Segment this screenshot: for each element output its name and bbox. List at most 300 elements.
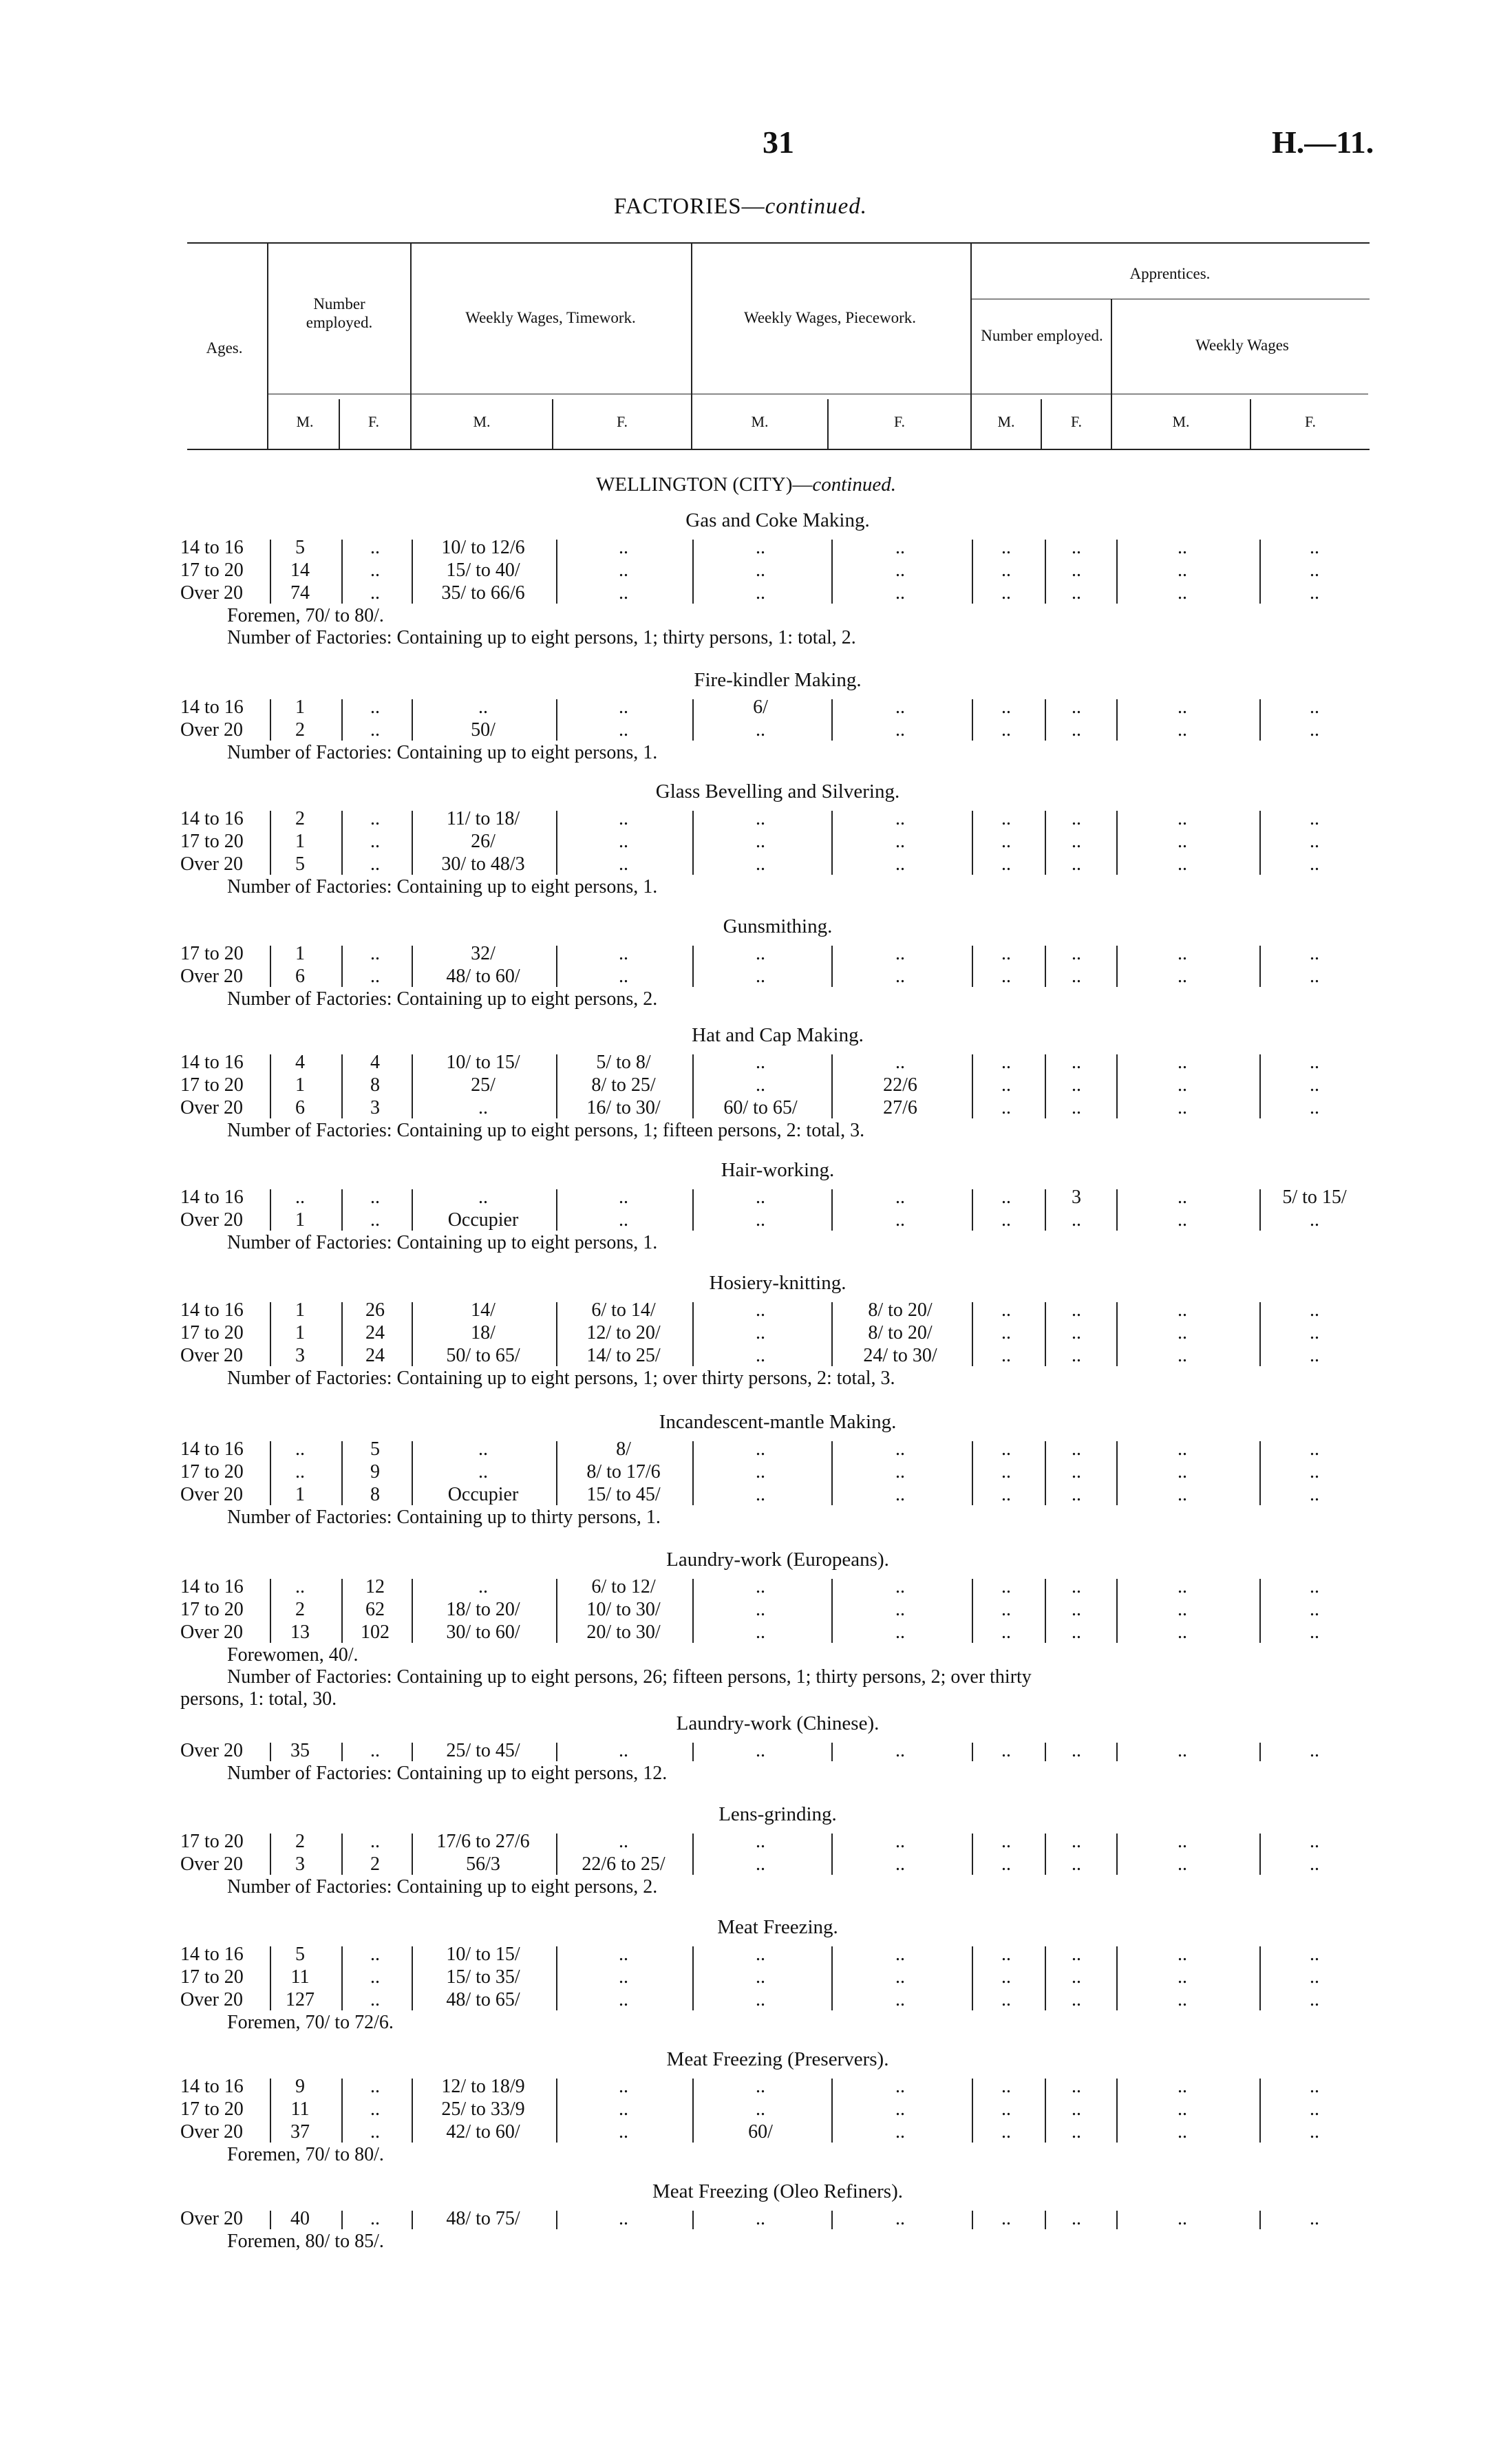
cell-timework-f: 5/ to 8/ xyxy=(596,1052,651,1073)
column-rule xyxy=(692,2079,694,2143)
cell-app-wages-f: .. xyxy=(1310,1322,1319,1343)
table-row xyxy=(0,582,1512,605)
table-row xyxy=(0,853,1512,876)
cell-piecework-f: .. xyxy=(895,1576,905,1597)
cell-app-number-f: .. xyxy=(1072,1831,1081,1852)
cell-app-number-m: .. xyxy=(1001,1576,1011,1597)
cell-app-number-m: .. xyxy=(1001,1322,1011,1343)
cell-app-number-m: .. xyxy=(1001,1345,1011,1366)
cell-app-number-m: .. xyxy=(1001,1740,1011,1761)
cell-app-wages-m: .. xyxy=(1178,808,1187,829)
table-row xyxy=(0,560,1512,582)
cell-piecework-f: .. xyxy=(895,1461,905,1482)
page-title-main: FACTORIES— xyxy=(614,194,765,219)
column-rule xyxy=(1116,540,1118,604)
cell-piecework-f: 8/ to 20/ xyxy=(868,1322,933,1343)
table-row xyxy=(0,1299,1512,1322)
cell-number-m: 74 xyxy=(290,582,310,604)
cell-app-number-m: .. xyxy=(1001,1484,1011,1505)
cell-app-number-m: .. xyxy=(1001,560,1011,581)
cell-app-wages-f: .. xyxy=(1310,853,1319,875)
cell-app-number-m: .. xyxy=(1001,582,1011,604)
cell-app-wages-f: .. xyxy=(1310,1097,1319,1118)
cell-age: Over 20 xyxy=(180,853,243,875)
column-rule xyxy=(1116,2211,1118,2229)
table-row xyxy=(0,1740,1512,1763)
cell-app-number-m: .. xyxy=(1001,831,1011,852)
cell-age: Over 20 xyxy=(180,1209,243,1231)
table-row xyxy=(0,719,1512,742)
cell-piecework-m: .. xyxy=(756,582,765,604)
column-rule xyxy=(692,1189,694,1231)
cell-app-wages-m: .. xyxy=(1178,1461,1187,1482)
cell-number-m: 1 xyxy=(295,1322,305,1343)
cell-number-m: 3 xyxy=(295,1345,305,1366)
cell-app-number-f: .. xyxy=(1072,1989,1081,2010)
table-row xyxy=(0,537,1512,560)
cell-age: Over 20 xyxy=(180,2208,243,2229)
cell-app-number-f: .. xyxy=(1072,1209,1081,1231)
cell-app-wages-m: .. xyxy=(1178,1966,1187,1988)
cell-timework-f: .. xyxy=(619,719,628,741)
cell-number-m: 6 xyxy=(295,966,305,987)
cell-piecework-f: .. xyxy=(895,831,905,852)
header-f: F. xyxy=(1071,413,1082,430)
cell-app-number-m: .. xyxy=(1001,1599,1011,1620)
column-rule xyxy=(1045,946,1046,987)
cell-number-f: .. xyxy=(370,537,380,558)
cell-timework-f: 6/ to 12/ xyxy=(591,1576,656,1597)
column-rule xyxy=(1116,1189,1118,1231)
cell-app-wages-m: .. xyxy=(1178,1831,1187,1852)
cell-number-f: .. xyxy=(370,853,380,875)
cell-number-m: 6 xyxy=(295,1097,305,1118)
cell-app-wages-m: .. xyxy=(1178,2076,1187,2097)
header-divider xyxy=(1250,399,1251,449)
column-rule xyxy=(1045,1441,1046,1505)
cell-app-number-f: .. xyxy=(1072,1599,1081,1620)
cell-app-wages-f: .. xyxy=(1310,1944,1319,1965)
cell-piecework-f: .. xyxy=(895,1622,905,1643)
cell-number-m: 13 xyxy=(290,1622,310,1643)
cell-number-f: .. xyxy=(370,2121,380,2143)
cell-app-wages-m: .. xyxy=(1178,2098,1187,2120)
cell-age: 14 to 16 xyxy=(180,808,244,829)
cell-number-m: .. xyxy=(295,1461,305,1482)
cell-app-number-f: 3 xyxy=(1072,1187,1081,1208)
cell-number-m: .. xyxy=(295,1576,305,1597)
cell-number-f: .. xyxy=(370,1989,380,2010)
cell-app-number-f: .. xyxy=(1072,1052,1081,1073)
cell-app-wages-f: .. xyxy=(1310,808,1319,829)
cell-app-number-f: .. xyxy=(1072,853,1081,875)
column-rule xyxy=(692,1579,694,1643)
column-rule xyxy=(1045,2211,1046,2229)
cell-piecework-f: .. xyxy=(895,2121,905,2143)
section-heading: Meat Freezing (Oleo Refiners). xyxy=(652,2180,903,2202)
column-rule xyxy=(1116,1579,1118,1643)
cell-app-number-m: .. xyxy=(1001,1052,1011,1073)
cell-number-m: 5 xyxy=(295,853,305,875)
cell-app-wages-m: .. xyxy=(1178,1074,1187,1096)
table-row xyxy=(0,1097,1512,1120)
region-heading-italic: continued. xyxy=(812,474,896,496)
column-rule xyxy=(341,1441,343,1505)
section-heading: Meat Freezing. xyxy=(717,1916,838,1938)
column-rule xyxy=(972,811,973,875)
column-rule xyxy=(270,1054,271,1118)
cell-app-number-f: .. xyxy=(1072,719,1081,741)
cell-piecework-m: .. xyxy=(756,1209,765,1231)
cell-timework-f: 12/ to 20/ xyxy=(586,1322,661,1343)
cell-app-number-f: .. xyxy=(1072,966,1081,987)
cell-timework-f: 16/ to 30/ xyxy=(586,1097,661,1118)
table-row xyxy=(0,2098,1512,2121)
cell-app-wages-f: .. xyxy=(1310,1299,1319,1321)
cell-app-wages-m: .. xyxy=(1178,1989,1187,2010)
cell-piecework-m: .. xyxy=(756,560,765,581)
column-rule xyxy=(1116,1743,1118,1761)
cell-timework-m: 15/ to 35/ xyxy=(446,1966,520,1988)
cell-age: 17 to 20 xyxy=(180,1461,244,1482)
cell-number-m: 1 xyxy=(295,1074,305,1096)
column-rule xyxy=(972,2211,973,2229)
cell-piecework-f: .. xyxy=(895,1484,905,1505)
column-rule xyxy=(692,2211,694,2229)
column-rule xyxy=(341,2211,343,2229)
cell-app-wages-m: .. xyxy=(1178,1484,1187,1505)
cell-age: 14 to 16 xyxy=(180,1052,244,1073)
column-rule xyxy=(1045,1302,1046,1366)
cell-app-number-f: .. xyxy=(1072,1484,1081,1505)
cell-timework-f: 6/ to 14/ xyxy=(591,1299,656,1321)
cell-number-f: .. xyxy=(370,582,380,604)
header-number-employed: Number employed. xyxy=(306,295,373,331)
cell-timework-f: 15/ to 45/ xyxy=(586,1484,661,1505)
cell-age: 17 to 20 xyxy=(180,560,244,581)
column-rule xyxy=(1116,946,1118,987)
cell-timework-m: 18/ xyxy=(471,1322,496,1343)
column-rule xyxy=(270,1946,271,2010)
column-rule xyxy=(412,1189,413,1231)
cell-app-number-m: .. xyxy=(1001,1831,1011,1852)
column-rule xyxy=(412,1579,413,1643)
cell-app-wages-m: .. xyxy=(1178,1438,1187,1460)
cell-piecework-m: 60/ xyxy=(748,2121,773,2143)
cell-timework-f: .. xyxy=(619,1989,628,2010)
cell-timework-f: .. xyxy=(619,2098,628,2120)
column-rule xyxy=(831,699,833,741)
cell-number-f: 5 xyxy=(370,1438,380,1460)
cell-number-f: .. xyxy=(370,2076,380,2097)
cell-piecework-f: 27/6 xyxy=(883,1097,917,1118)
table-row xyxy=(0,2208,1512,2231)
cell-timework-f: .. xyxy=(619,1831,628,1852)
column-rule xyxy=(341,1834,343,1875)
column-rule xyxy=(1116,1834,1118,1875)
cell-timework-f: .. xyxy=(619,582,628,604)
column-rule xyxy=(341,2079,343,2143)
cell-app-number-f: .. xyxy=(1072,943,1081,964)
column-rule xyxy=(831,946,833,987)
column-rule xyxy=(831,1054,833,1118)
cell-number-m: 2 xyxy=(295,1599,305,1620)
column-rule xyxy=(556,1743,557,1761)
column-rule xyxy=(341,1743,343,1761)
column-rule xyxy=(972,540,973,604)
region-heading xyxy=(596,474,896,496)
table-row xyxy=(0,1599,1512,1622)
column-rule xyxy=(1116,699,1118,741)
column-rule xyxy=(972,1302,973,1366)
column-rule xyxy=(556,1834,557,1875)
cell-app-number-m: .. xyxy=(1001,1853,1011,1875)
cell-timework-f: 8/ to 25/ xyxy=(591,1074,656,1096)
cell-number-m: 1 xyxy=(295,1484,305,1505)
column-rule xyxy=(556,1054,557,1118)
column-rule xyxy=(1259,946,1261,987)
cell-app-number-f: .. xyxy=(1072,1461,1081,1482)
section-note: Number of Factories: Containing up to eight persons, 12. xyxy=(227,1763,668,1784)
cell-number-f: 62 xyxy=(365,1599,385,1620)
column-rule xyxy=(412,1834,413,1875)
cell-app-number-m: .. xyxy=(1001,1097,1011,1118)
cell-timework-f: .. xyxy=(619,1966,628,1988)
column-rule xyxy=(270,2211,271,2229)
cell-age: Over 20 xyxy=(180,1622,243,1643)
column-rule xyxy=(831,2079,833,2143)
column-rule xyxy=(1116,1441,1118,1505)
cell-number-m: 1 xyxy=(295,831,305,852)
cell-piecework-m: .. xyxy=(756,1599,765,1620)
cell-age: 17 to 20 xyxy=(180,831,244,852)
cell-app-number-f: .. xyxy=(1072,1299,1081,1321)
cell-number-f: .. xyxy=(370,719,380,741)
column-rule xyxy=(412,1946,413,2010)
cell-app-number-f: .. xyxy=(1072,560,1081,581)
cell-app-number-m: .. xyxy=(1001,719,1011,741)
cell-age: 17 to 20 xyxy=(180,1074,244,1096)
section-note: Foremen, 80/ to 85/. xyxy=(227,2231,384,2252)
cell-app-number-m: .. xyxy=(1001,1622,1011,1643)
cell-age: 14 to 16 xyxy=(180,1944,244,1965)
column-rule xyxy=(412,1743,413,1761)
cell-timework-m: 10/ to 15/ xyxy=(446,1052,520,1073)
table-row xyxy=(0,1966,1512,1989)
cell-number-m: 1 xyxy=(295,697,305,718)
cell-piecework-f: .. xyxy=(895,537,905,558)
column-rule xyxy=(972,946,973,987)
table-row xyxy=(0,1484,1512,1507)
section-note: Number of Factories: Containing up to eight persons, 1. xyxy=(227,742,658,763)
cell-piecework-m: .. xyxy=(756,1074,765,1096)
cell-age: 17 to 20 xyxy=(180,943,244,964)
cell-timework-f: .. xyxy=(619,831,628,852)
column-rule xyxy=(270,2079,271,2143)
cell-piecework-m: 6/ xyxy=(753,697,768,718)
cell-age: Over 20 xyxy=(180,966,243,987)
cell-timework-m: .. xyxy=(478,1461,488,1482)
table-row xyxy=(0,1989,1512,2012)
cell-timework-m: 14/ xyxy=(471,1299,496,1321)
cell-app-wages-f: .. xyxy=(1310,1989,1319,2010)
cell-timework-f: .. xyxy=(619,1740,628,1761)
cell-number-f: 102 xyxy=(361,1622,390,1643)
cell-timework-m: 35/ to 66/6 xyxy=(441,582,525,604)
table-row xyxy=(0,1831,1512,1853)
column-rule xyxy=(341,1054,343,1118)
column-rule xyxy=(972,1441,973,1505)
column-rule xyxy=(1045,1189,1046,1231)
cell-piecework-m: .. xyxy=(756,808,765,829)
cell-app-number-m: .. xyxy=(1001,1944,1011,1965)
cell-timework-m: 25/ to 45/ xyxy=(446,1740,520,1761)
cell-age: 17 to 20 xyxy=(180,1966,244,1988)
column-rule xyxy=(692,1054,694,1118)
cell-piecework-m: .. xyxy=(756,1345,765,1366)
header-apprentices: Apprentices. xyxy=(1129,265,1211,282)
cell-age: Over 20 xyxy=(180,1853,243,1875)
column-rule xyxy=(831,2211,833,2229)
cell-number-m: 35 xyxy=(290,1740,310,1761)
table-row xyxy=(0,943,1512,966)
cell-number-f: 3 xyxy=(370,1097,380,1118)
column-rule xyxy=(972,1834,973,1875)
column-rule xyxy=(556,1302,557,1366)
column-rule xyxy=(1116,1946,1118,2010)
header-f: F. xyxy=(1305,413,1316,430)
cell-number-m: 3 xyxy=(295,1853,305,1875)
cell-piecework-f: .. xyxy=(895,582,905,604)
cell-app-wages-m: .. xyxy=(1178,943,1187,964)
column-rule xyxy=(972,1189,973,1231)
table-row xyxy=(0,2121,1512,2144)
header-wages-timework: Weekly Wages, Timework. xyxy=(465,309,636,326)
cell-piecework-f: .. xyxy=(895,943,905,964)
section-heading: Glass Bevelling and Silvering. xyxy=(655,780,900,803)
table-row xyxy=(0,1461,1512,1484)
column-rule xyxy=(270,1834,271,1875)
cell-piecework-m: .. xyxy=(756,1989,765,2010)
cell-app-wages-m: .. xyxy=(1178,1740,1187,1761)
cell-age: 14 to 16 xyxy=(180,1187,244,1208)
cell-number-m: 2 xyxy=(295,808,305,829)
cell-app-wages-f: 5/ to 15/ xyxy=(1282,1187,1347,1208)
header-top-rule xyxy=(187,242,1370,244)
cell-timework-m: 50/ to 65/ xyxy=(446,1345,520,1366)
column-rule xyxy=(270,1441,271,1505)
header-divider xyxy=(267,242,268,449)
cell-app-wages-f: .. xyxy=(1310,719,1319,741)
section-heading: Laundry-work (Chinese). xyxy=(676,1712,880,1734)
cell-piecework-f: .. xyxy=(895,2208,905,2229)
cell-piecework-m: .. xyxy=(756,2076,765,2097)
column-rule xyxy=(412,2211,413,2229)
section-note: Number of Factories: Containing up to thirty persons, 1. xyxy=(227,1507,661,1528)
section-heading: Laundry-work (Europeans). xyxy=(666,1549,889,1571)
cell-age: Over 20 xyxy=(180,2121,243,2143)
column-rule xyxy=(412,1054,413,1118)
cell-piecework-m: .. xyxy=(756,2208,765,2229)
table-row xyxy=(0,2076,1512,2098)
column-rule xyxy=(270,699,271,741)
header-f: F. xyxy=(368,413,379,430)
cell-app-number-f: .. xyxy=(1072,1944,1081,1965)
section-heading: Meat Freezing (Preservers). xyxy=(666,2048,889,2070)
cell-number-f: 24 xyxy=(365,1322,385,1343)
column-rule xyxy=(341,699,343,741)
section-note: Number of Factories: Containing up to eight persons, 1; over thirty persons, 2: total, 3. xyxy=(227,1368,895,1389)
cell-app-wages-f: .. xyxy=(1310,1576,1319,1597)
cell-app-wages-m: .. xyxy=(1178,966,1187,987)
cell-piecework-m: .. xyxy=(756,1853,765,1875)
cell-number-m: 11 xyxy=(290,2098,310,2120)
cell-age: Over 20 xyxy=(180,719,243,741)
column-rule xyxy=(972,1579,973,1643)
cell-app-number-m: .. xyxy=(1001,2208,1011,2229)
cell-piecework-f: .. xyxy=(895,808,905,829)
cell-app-wages-f: .. xyxy=(1310,831,1319,852)
table-row xyxy=(0,1187,1512,1209)
section-heading: Gas and Coke Making. xyxy=(685,509,870,531)
cell-piecework-f: .. xyxy=(895,1209,905,1231)
cell-timework-f: .. xyxy=(619,1209,628,1231)
cell-app-number-m: .. xyxy=(1001,2098,1011,2120)
cell-piecework-f: .. xyxy=(895,1599,905,1620)
cell-timework-m: 18/ to 20/ xyxy=(446,1599,520,1620)
cell-app-wages-m: .. xyxy=(1178,719,1187,741)
cell-piecework-m: .. xyxy=(756,1831,765,1852)
cell-number-m: 5 xyxy=(295,537,305,558)
cell-timework-m: 11/ to 18/ xyxy=(446,808,520,829)
section-heading: Hosiery-knitting. xyxy=(709,1272,846,1294)
column-rule xyxy=(972,1946,973,2010)
cell-piecework-m: .. xyxy=(756,831,765,852)
column-rule xyxy=(1259,1441,1261,1505)
cell-number-f: 26 xyxy=(365,1299,385,1321)
column-rule xyxy=(1259,1054,1261,1118)
column-rule xyxy=(556,1946,557,2010)
cell-number-f: 4 xyxy=(370,1052,380,1073)
cell-app-wages-m: .. xyxy=(1178,1097,1187,1118)
section-note: Number of Factories: Containing up to eight persons, 26; fifteen persons, 1; thirty persons, 2; over thirty xyxy=(227,1666,1032,1688)
cell-age: Over 20 xyxy=(180,1484,243,1505)
cell-piecework-f: .. xyxy=(895,1740,905,1761)
cell-number-m: .. xyxy=(295,1187,305,1208)
cell-age: 17 to 20 xyxy=(180,1831,244,1852)
cell-piecework-m: 60/ to 65/ xyxy=(723,1097,798,1118)
column-rule xyxy=(831,540,833,604)
cell-piecework-f: .. xyxy=(895,853,905,875)
cell-timework-f: 14/ to 25/ xyxy=(586,1345,661,1366)
cell-app-number-f: .. xyxy=(1072,1740,1081,1761)
column-rule xyxy=(1259,699,1261,741)
column-rule xyxy=(412,811,413,875)
column-rule xyxy=(831,1834,833,1875)
cell-timework-m: .. xyxy=(478,1438,488,1460)
cell-number-m: 2 xyxy=(295,719,305,741)
cell-piecework-f: .. xyxy=(895,1944,905,1965)
cell-number-f: 24 xyxy=(365,1345,385,1366)
cell-piecework-m: .. xyxy=(756,1299,765,1321)
column-rule xyxy=(341,1189,343,1231)
cell-app-wages-f: .. xyxy=(1310,1345,1319,1366)
cell-timework-m: 12/ to 18/9 xyxy=(441,2076,525,2097)
column-rule xyxy=(341,1579,343,1643)
cell-age: 14 to 16 xyxy=(180,2076,244,2097)
cell-app-wages-f: .. xyxy=(1310,1831,1319,1852)
cell-number-f: .. xyxy=(370,831,380,852)
